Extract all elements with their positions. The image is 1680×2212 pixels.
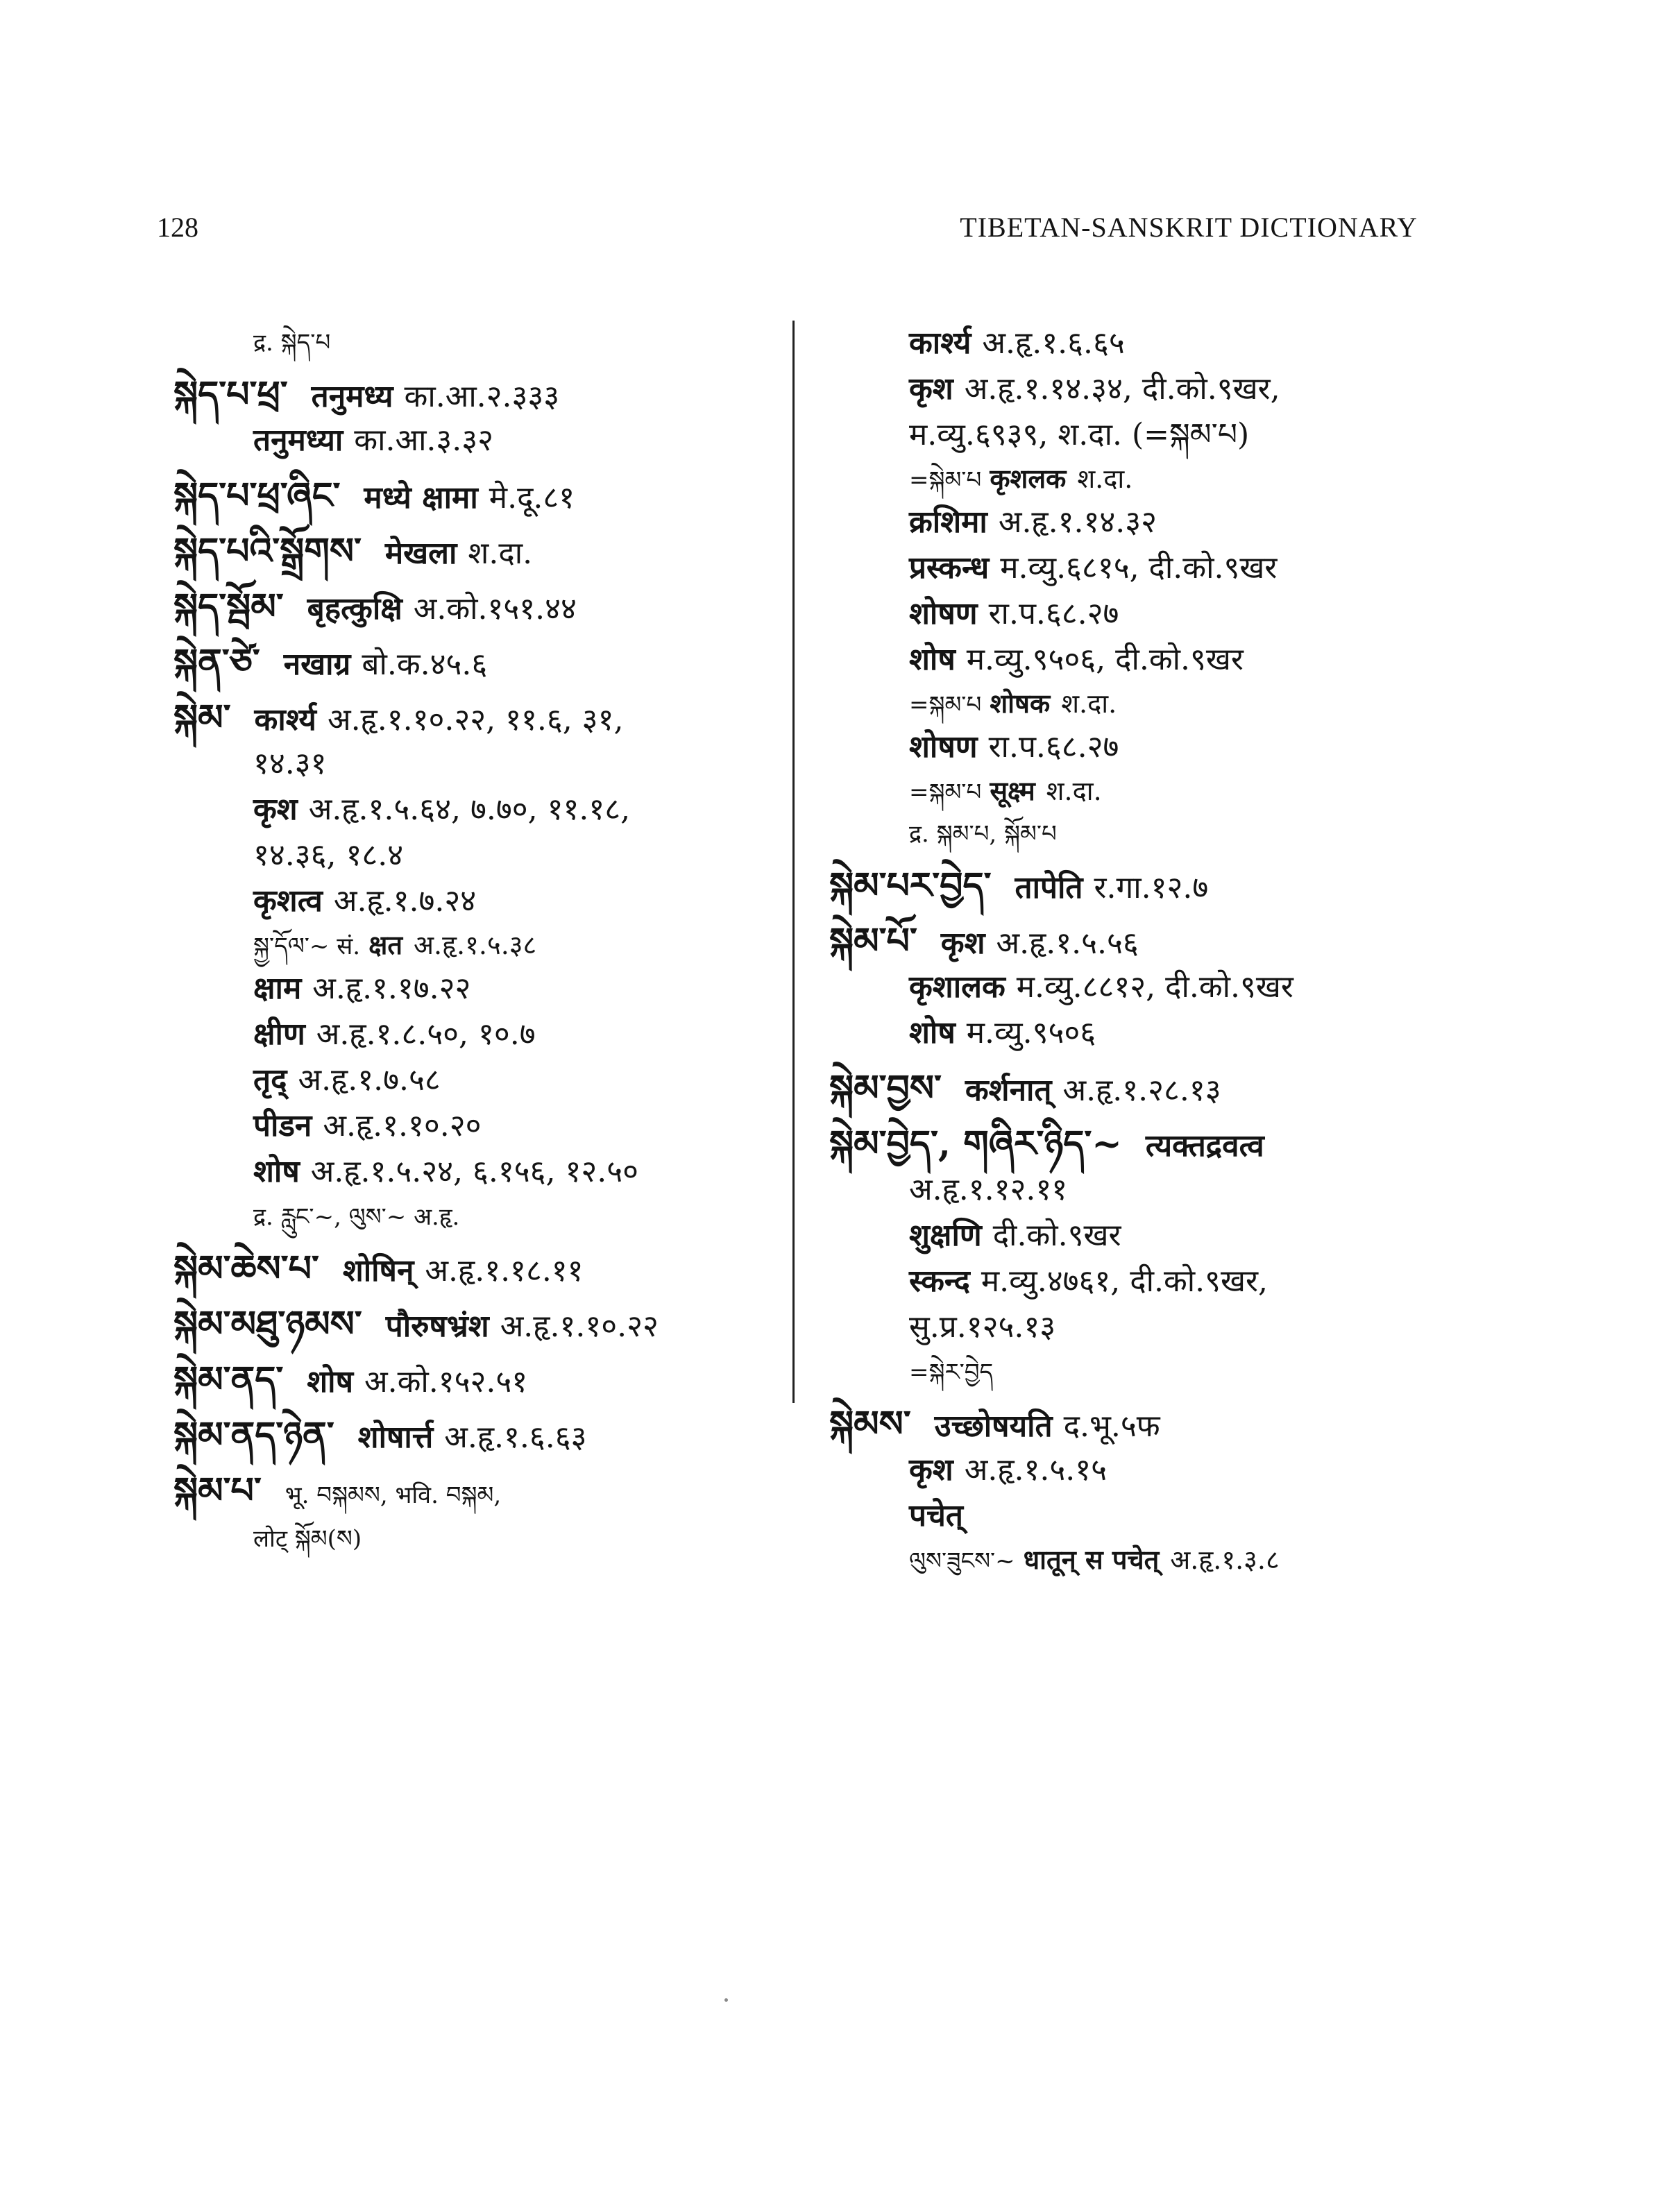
entry-note: =སྐེམ་པ [909, 466, 982, 494]
source-reference: अ.हृ.१.१०.२० [323, 1108, 482, 1143]
entry-note: སྐྱ་དོལ་~ सं. [253, 933, 361, 960]
dictionary-entry [173, 473, 770, 519]
sanskrit-equivalent: शोष [909, 642, 956, 677]
sanskrit-equivalent: कृशत्व [253, 883, 323, 919]
entry-subline [829, 1539, 1468, 1581]
entry-subline [829, 1304, 1468, 1350]
source-reference: म.व्यु.८८१२, दी.को.९खर [1016, 969, 1293, 1005]
entry-note: ལུས་ཟུངས་~ [909, 1547, 1015, 1575]
tibetan-headword: སྐེན་ཙེ་ [173, 641, 260, 683]
entry-note: द्र. རླུང་~, ལུས་~ अ.हृ. [253, 1203, 460, 1231]
source-reference: अ.हृ.१.१८.११ [425, 1253, 584, 1288]
entry-subline [829, 1010, 1468, 1056]
sanskrit-equivalent: कृशलक [990, 463, 1067, 494]
right-column [829, 321, 1468, 1581]
entry-subline [173, 1514, 770, 1560]
entry-subline [173, 787, 770, 833]
dictionary-entry [173, 584, 770, 630]
source-reference: अ.हृ.१.५.२४, ६.१५६, १२.५० [310, 1154, 638, 1189]
sanskrit-equivalent: धातून् स पचेत् [1023, 1544, 1160, 1575]
source-reference: श.दा. [468, 536, 533, 571]
entry-subline [173, 1057, 770, 1103]
entry-subline [829, 1213, 1468, 1259]
source-reference: रा.प.६८.२७ [988, 729, 1119, 765]
tibetan-headword: སྐེམ་མཐུ་ཉམས་ [173, 1303, 362, 1345]
entry-subline [829, 366, 1468, 412]
entry-note: =སྐེར་བྱེད [909, 1359, 994, 1386]
entry-note: =སྐམ་པ [909, 691, 982, 719]
source-reference: श.दा. [1046, 776, 1102, 806]
source-reference: अ.हृ.१.३.८ [1170, 1545, 1280, 1575]
source-reference: अ.हृ.१.५.६४, ७.७०, ११.१८, [308, 792, 631, 827]
sanskrit-equivalent: स्कन्द [909, 1264, 970, 1299]
source-reference: मे.दू.८१ [489, 480, 575, 516]
entry-subline [173, 1195, 770, 1236]
dictionary-entry [829, 863, 1468, 909]
dictionary-entry [173, 1413, 770, 1458]
dictionary-entry [173, 372, 770, 418]
entry-subline [829, 637, 1468, 683]
tibetan-headword: སྐེམ་བྱེད་, གཞིར་ཉིད་~ [829, 1123, 1122, 1165]
source-reference: १४.३६, १८.४ [253, 837, 404, 873]
sanskrit-equivalent: तृद् [253, 1062, 287, 1098]
source-reference: अ.हृ.१.७.५८ [298, 1062, 441, 1098]
source-reference: म.व्यु.६८१५, दी.को.९खर [1000, 550, 1278, 586]
entry-note: भू. བསྐམས, भवि. བསྐམ, [285, 1481, 502, 1509]
entry-subline [829, 812, 1468, 853]
entry-note: लोट् སྐོམ(ས) [253, 1525, 362, 1553]
source-reference: अ.हृ.१.६.६५ [982, 325, 1125, 361]
source-reference: रा.प.६८.२७ [988, 596, 1119, 631]
entry-subline [829, 683, 1468, 724]
entry-subline [173, 418, 770, 463]
sanskrit-equivalent: शुक्षणि [909, 1218, 982, 1253]
sanskrit-equivalent: त्यक्तद्रवत्व [1145, 1128, 1264, 1164]
dictionary-entry [829, 1066, 1468, 1112]
entry-subline [829, 412, 1468, 458]
sanskrit-equivalent: कार्श्य [254, 702, 316, 738]
source-reference: श.दा. [1061, 688, 1117, 719]
sanskrit-equivalent: पौरुषभ्रंश [385, 1309, 489, 1344]
dictionary-entry [173, 1357, 770, 1403]
source-reference: अ.को.१५२.५१ [364, 1364, 528, 1399]
dictionary-entry [173, 1302, 770, 1347]
source-reference: दी.को.९खर [992, 1218, 1121, 1253]
entry-subline [829, 1493, 1468, 1539]
source-reference: श.दा. [1077, 463, 1133, 494]
dictionary-entry [829, 1402, 1468, 1447]
entry-subline [173, 1012, 770, 1057]
dictionary-entry [173, 529, 770, 575]
tibetan-headword: སྐེད་པ་ཕྲ་ [173, 373, 288, 416]
source-reference: अ.हृ.१.१७.२२ [312, 971, 471, 1006]
sanskrit-equivalent: क्रशिमा [909, 504, 987, 540]
entry-subline [829, 964, 1468, 1010]
sanskrit-equivalent: नखाग्र [283, 647, 351, 682]
sanskrit-equivalent: तनुमध्या [253, 423, 343, 458]
sanskrit-equivalent: कृश [909, 371, 953, 407]
sanskrit-equivalent: पचेत् [909, 1498, 964, 1533]
entry-subline [829, 1167, 1468, 1213]
sanskrit-equivalent: शोष [909, 1015, 956, 1050]
entry-subline [173, 741, 770, 787]
entry-subline [173, 878, 770, 924]
sanskrit-equivalent: पीडन [253, 1108, 312, 1143]
tibetan-headword: སྐེམ་ཆེས་པ་ [173, 1248, 319, 1290]
entry-subline [173, 321, 770, 362]
entry-subline [829, 1350, 1468, 1392]
sanskrit-equivalent: कार्श्य [909, 325, 971, 361]
sanskrit-equivalent: शोषण [909, 729, 978, 765]
sanskrit-equivalent: मध्ये क्षामा [364, 480, 478, 516]
sanskrit-equivalent: प्रस्कन्ध [909, 550, 990, 586]
sanskrit-equivalent: कृश [909, 1452, 953, 1488]
source-reference: १४.३१ [253, 746, 327, 781]
sanskrit-equivalent: कर्शनात् [965, 1073, 1052, 1108]
source-reference: अ.हृ.१.५.१५ [964, 1452, 1107, 1488]
scan-speck [724, 1998, 728, 2002]
source-reference: अ.हृ.१.१२.११ [909, 1172, 1068, 1207]
entry-note: द्र. སྐེད་པ [253, 329, 331, 357]
source-reference: अ.को.१५१.४४ [413, 591, 577, 627]
tibetan-headword: སྐེམ་པ་ [173, 1470, 262, 1512]
source-reference: अ.हृ.१.१०.२२ [500, 1309, 659, 1344]
dictionary-entry [173, 640, 770, 686]
sanskrit-equivalent: तनुमध्य [311, 379, 393, 414]
sanskrit-equivalent: शोष [253, 1154, 300, 1189]
entry-subline [173, 1103, 770, 1149]
entry-subline [829, 770, 1468, 812]
sanskrit-equivalent: शोषार्त्त [357, 1420, 434, 1455]
source-reference: र.गा.१२.७ [1094, 870, 1209, 905]
sanskrit-equivalent: क्षीण [253, 1016, 305, 1052]
sanskrit-equivalent: तापेति [1015, 870, 1083, 905]
sanskrit-equivalent: शोषण [909, 596, 978, 631]
entry-subline [173, 1149, 770, 1195]
sanskrit-equivalent: शोषिन् [342, 1253, 414, 1288]
entry-note: द्र. སྐམ་པ, སྐོམ་པ [909, 820, 1057, 848]
source-reference: का.आ.३.३२ [354, 423, 494, 458]
entry-subline [829, 724, 1468, 770]
entry-subline [829, 545, 1468, 591]
tibetan-headword: སྐེམ་ནད་ཉེན་ [173, 1414, 334, 1456]
dictionary-entry [173, 1468, 770, 1514]
entry-subline [829, 1447, 1468, 1493]
entry-subline [173, 924, 770, 966]
sanskrit-equivalent: कृश [940, 926, 985, 961]
tibetan-headword: སྐེམ་པར་བྱེད་ [829, 865, 992, 907]
tibetan-headword: སྐེམ་ [173, 697, 231, 739]
source-reference: अ.हृ.१.५.५६ [996, 926, 1139, 961]
sanskrit-equivalent: उच्छोषयति [934, 1409, 1053, 1444]
entry-subline [829, 458, 1468, 500]
sanskrit-equivalent: कृशालक [909, 969, 1006, 1005]
tibetan-headword: སྐེད་པ་ཕྲ་ཞིང་ [173, 475, 341, 517]
source-reference: म.व्यु.९५०६ [966, 1015, 1096, 1050]
source-reference: द.भू.५फ [1063, 1409, 1160, 1444]
page-number: 128 [157, 212, 198, 243]
sanskrit-equivalent: मेखला [384, 536, 457, 571]
source-reference: अ.हृ.१.१४.३४, दी.को.९खर, [964, 371, 1280, 407]
sanskrit-equivalent: शोषक [990, 688, 1051, 719]
source-reference: अ.हृ.१.८.५०, १०.७ [316, 1016, 536, 1052]
dictionary-entry [173, 1246, 770, 1292]
sanskrit-equivalent: सूक्ष्म [990, 775, 1035, 806]
entry-subline [829, 1259, 1468, 1304]
sanskrit-equivalent: कृश [253, 792, 298, 827]
sanskrit-equivalent: क्षत [368, 929, 403, 960]
dictionary-entry [829, 919, 1468, 964]
running-head: TIBETAN-SANSKRIT DICTIONARY [960, 212, 1418, 243]
left-column [173, 321, 770, 1560]
sanskrit-equivalent: क्षाम [253, 971, 302, 1006]
column-divider [792, 321, 795, 1403]
source-reference: बो.क.४५.६ [362, 647, 488, 682]
source-reference: अ.हृ.१.१०.२२, ११.६, ३१, [327, 702, 624, 738]
dictionary-entry [829, 1121, 1468, 1167]
source-reference: म.व्यु.९५०६, दी.को.९खर [966, 642, 1244, 677]
source-reference: अ.हृ.१.१४.३२ [998, 504, 1157, 540]
tibetan-headword: སྐེད་པའི་སྒྲོགས་ [173, 530, 362, 572]
source-reference: म.व्यु.६९३९, श.दा. (=སྐམ་པ) [909, 417, 1250, 452]
source-reference: अ.हृ.१.७.२४ [333, 883, 477, 919]
sanskrit-equivalent: बृहत्कुक्षि [307, 591, 402, 627]
tibetan-headword: སྐེམ་བྱས་ [829, 1067, 942, 1109]
dictionary-entry [173, 695, 770, 741]
source-reference: अ.हृ.१.५.३८ [414, 930, 537, 960]
tibetan-headword: སྐེད་སྦོམ་ [173, 586, 284, 628]
source-reference: सु.प्र.१२५.१३ [909, 1309, 1056, 1345]
entry-subline [829, 591, 1468, 637]
tibetan-headword: སྐེམ་ནད་ [173, 1359, 284, 1401]
entry-subline [829, 500, 1468, 545]
sanskrit-equivalent: शोष [307, 1364, 353, 1399]
source-reference: अ.हृ.१.६.६३ [444, 1420, 587, 1455]
entry-note: =སྐམ་པ [909, 779, 982, 806]
source-reference: अ.हृ.१.२८.१३ [1062, 1073, 1221, 1108]
tibetan-headword: སྐེམས་ [829, 1403, 911, 1445]
tibetan-headword: སྐེམ་པོ་ [829, 920, 917, 962]
entry-subline [829, 321, 1468, 366]
entry-subline [173, 966, 770, 1012]
entry-subline [173, 833, 770, 878]
source-reference: का.आ.२.३३३ [404, 379, 560, 414]
source-reference: म.व्यु.४७६१, दी.को.९खर, [981, 1264, 1268, 1299]
